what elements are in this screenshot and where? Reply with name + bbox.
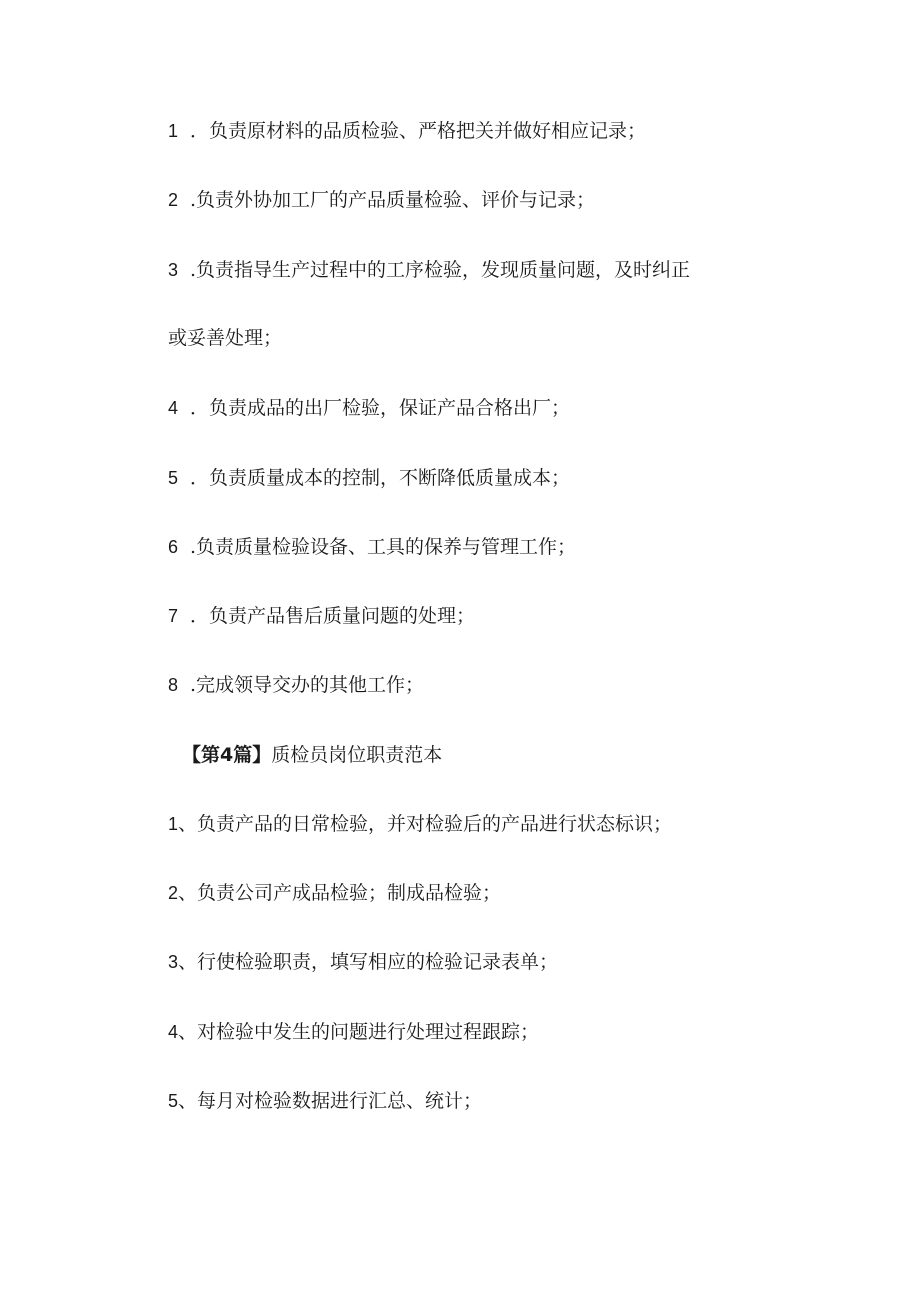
list-item [168, 810, 672, 838]
item-number: 4 [168, 1022, 179, 1042]
item-number: 6 [168, 537, 179, 557]
list-item [168, 117, 646, 145]
item-number: 2 [168, 883, 179, 903]
item-number: 2 [168, 190, 179, 210]
list-item [168, 671, 424, 699]
item-number: 5 [168, 1091, 179, 1111]
item-number: 5 [168, 468, 179, 488]
item-number: 3 [168, 260, 179, 280]
item-text: ．负责成品的出厂检验，保证产品合格出厂； [190, 397, 571, 419]
list-item [168, 879, 501, 907]
item-text: 、每月对检验数据进行汇总、统计； [178, 1090, 483, 1112]
item-number: 7 [168, 606, 179, 626]
list-item [168, 948, 558, 976]
item-text: 、负责产品的日常检验，并对检验后的产品进行状态标识； [178, 813, 673, 835]
item-text: ．负责原材料的品质检验、严格把关并做好相应记录； [190, 120, 647, 142]
item-text: ．负责产品售后质量问题的处理； [190, 605, 476, 627]
item-text: .负责指导生产过程中的工序检验，发现质量问题，及时纠正 [190, 259, 691, 281]
heading-label: 第4篇 [201, 744, 253, 766]
list-item [168, 186, 595, 214]
list-item [168, 533, 576, 561]
item-number: 8 [168, 675, 179, 695]
item-number: 1 [168, 814, 179, 834]
list-item [168, 464, 570, 492]
item-number: 1 [168, 121, 179, 141]
item-text: 、对检验中发生的问题进行处理过程跟踪； [178, 1021, 540, 1043]
item-number: 4 [168, 398, 179, 418]
item-text: .负责外协加工厂的产品质量检验、评价与记录； [190, 189, 596, 211]
list-item [168, 602, 475, 630]
list-item [168, 1087, 482, 1115]
heading-open-bracket: 【 [182, 744, 202, 766]
list-item [168, 256, 690, 284]
section-heading [182, 741, 442, 769]
list-item [168, 394, 570, 422]
heading-close-bracket: 】 [252, 744, 272, 766]
item-text: ．负责质量成本的控制，不断降低质量成本； [190, 467, 571, 489]
item-text: 、行使检验职责，填写相应的检验记录表单； [178, 951, 559, 973]
item-number: 3 [168, 952, 179, 972]
item-text: 或妥善处理； [168, 327, 283, 349]
list-item-continuation [168, 324, 282, 352]
item-text: .负责质量检验设备、工具的保养与管理工作； [190, 536, 577, 558]
item-text: 、负责公司产成品检验；制成品检验； [178, 882, 502, 904]
heading-title: 质检员岗位职责范本 [271, 744, 443, 766]
item-text: .完成领导交办的其他工作； [190, 674, 425, 696]
list-item [168, 1018, 539, 1046]
